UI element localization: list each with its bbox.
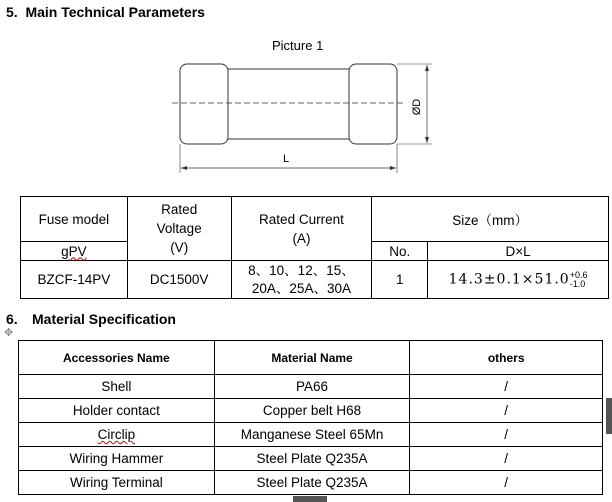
header-others: others [410, 341, 603, 375]
section-5-title: Main Technical Parameters [25, 4, 205, 20]
header-rated-voltage: Rated Voltage (V) [127, 197, 231, 261]
material-name: Copper belt H68 [214, 399, 410, 423]
table-row [19, 423, 603, 447]
section-6-title: Material Specification [32, 311, 176, 327]
header-rated-current: Rated Current (A) [231, 197, 372, 261]
cell-current: 8、10、12、15、 20A、25A、30A [231, 261, 372, 299]
bottom-handle[interactable] [293, 496, 327, 502]
table-row [19, 447, 603, 471]
others-value: / [410, 447, 603, 471]
others-value: / [410, 423, 603, 447]
accessory-name: Circlip [19, 423, 215, 447]
picture-caption: Picture 1 [272, 38, 324, 53]
length-label: L [282, 153, 290, 165]
others-value: / [410, 399, 603, 423]
resize-handle[interactable] [606, 398, 612, 434]
header-fuse-model: Fuse model [21, 197, 128, 242]
table-row [19, 471, 603, 495]
section-5-heading [6, 4, 205, 20]
diameter-label: ØD [411, 98, 423, 116]
accessory-name: Wiring Terminal [19, 471, 215, 495]
header-material: Material Name [214, 341, 410, 375]
technical-parameters-table [20, 196, 609, 299]
section-6-heading [6, 311, 176, 327]
cell-model: BZCF-14PV [21, 261, 128, 299]
move-handle-icon[interactable]: ✥ [4, 327, 14, 339]
fuse-right-cap [349, 64, 397, 144]
header-dxl: D×L [428, 242, 609, 261]
cell-size: 14.3±0.1×51.0+0.6 -1.0 [428, 261, 609, 299]
material-name: Steel Plate Q235A [214, 447, 410, 471]
header-accessories: Accessories Name [19, 341, 215, 375]
cell-voltage: DC1500V [127, 261, 231, 299]
fuse-left-cap [180, 64, 228, 144]
section-6-number: 6. [6, 311, 18, 327]
header-size: Size（mm） [372, 197, 609, 242]
header-gpv: gPV [21, 242, 128, 261]
material-specification-table [18, 340, 603, 495]
cell-no: 1 [372, 261, 428, 299]
material-name: PA66 [214, 375, 410, 399]
material-name: Steel Plate Q235A [214, 471, 410, 495]
others-value: / [410, 375, 603, 399]
fuse-body [225, 69, 352, 139]
others-value: / [410, 471, 603, 495]
section-5-number: 5. [6, 4, 18, 20]
accessory-name: Shell [19, 375, 215, 399]
accessory-name: Wiring Hammer [19, 447, 215, 471]
material-name: Manganese Steel 65Mn [214, 423, 410, 447]
table-row [19, 399, 603, 423]
table-row [19, 375, 603, 399]
accessory-name: Holder contact [19, 399, 215, 423]
fuse-drawing [170, 55, 440, 175]
header-no: No. [372, 242, 428, 261]
